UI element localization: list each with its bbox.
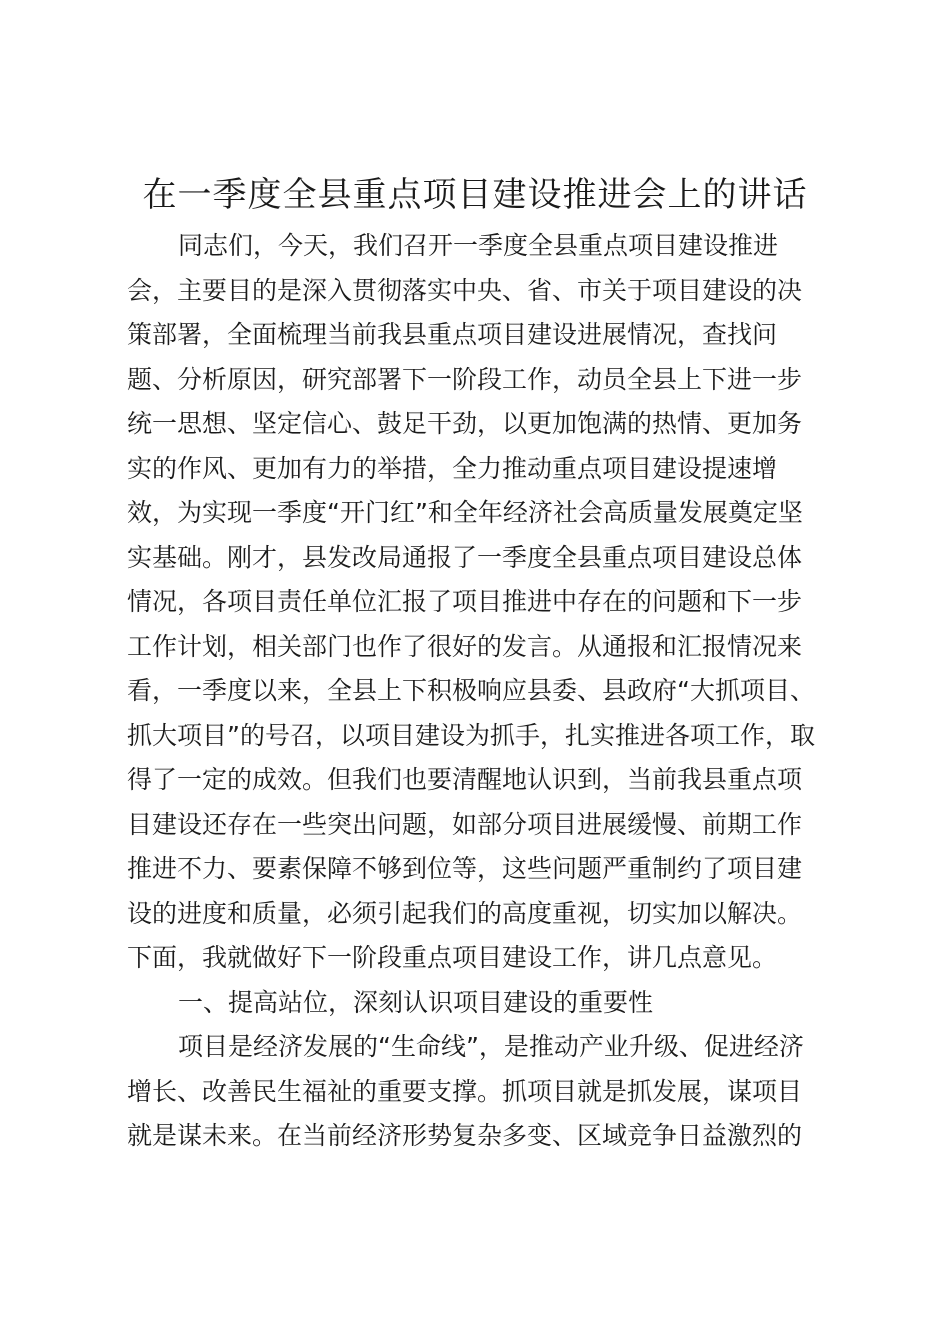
paragraph-line: 设的进度和质量，必须引起我们的高度重视，切实加以解决。	[127, 898, 803, 928]
document-body	[127, 224, 832, 1159]
section-heading: 一、提高站位，深刻认识项目建设的重要性	[178, 987, 654, 1017]
paragraph-line: 题、分析原因，研究部署下一阶段工作，动员全县上下进一步	[127, 364, 803, 394]
paragraph-line: 增长、改善民生福祉的重要支撑。抓项目就是抓发展，谋项目	[127, 1076, 803, 1106]
paragraph-line: 看，一季度以来，全县上下积极响应县委、县政府“大抓项目、	[127, 676, 815, 705]
paragraph-line: 统一思想、坚定信心、鼓足干劲，以更加饱满的热情、更加务	[127, 409, 803, 438]
document-title: 在一季度全县重点项目建设推进会上的讲话	[142, 175, 808, 215]
paragraph-line: 工作计划，相关部门也作了很好的发言。从通报和汇报情况来	[127, 631, 803, 661]
paragraph-line: 实的作风、更加有力的举措，全力推动重点项目建设提速增	[127, 453, 778, 483]
paragraph-line: 抓大项目”的号召，以项目建设为抓手，扎实推进各项工作，取	[127, 720, 815, 750]
paragraph-line: 策部署，全面梳理当前我县重点项目建设进展情况，查找问	[127, 320, 778, 349]
paragraph-line: 情况，各项目责任单位汇报了项目推进中存在的问题和下一步	[127, 587, 803, 616]
paragraph-line: 推进不力、要素保障不够到位等，这些问题严重制约了项目建	[127, 854, 803, 883]
paragraph-line: 同志们，今天，我们召开一季度全县重点项目建设推进	[178, 231, 779, 260]
paragraph-line: 就是谋未来。在当前经济形势复杂多变、区域竞争日益激烈的	[127, 1121, 803, 1150]
paragraph-line: 实基础。刚才，县发改局通报了一季度全县重点项目建设总体	[127, 542, 803, 572]
paragraph-line: 效，为实现一季度“开门红”和全年经济社会高质量发展奠定坚	[127, 498, 803, 527]
paragraph-line: 项目是经济发展的“生命线”，是推动产业升级、促进经济	[178, 1032, 804, 1061]
paragraph-line: 下面，我就做好下一阶段重点项目建设工作，讲几点意见。	[127, 943, 778, 972]
paragraph-line: 目建设还存在一些突出问题，如部分项目进展缓慢、前期工作	[127, 809, 803, 839]
paragraph-line: 会，主要目的是深入贯彻落实中央、省、市关于项目建设的决	[127, 275, 803, 305]
paragraph-line: 得了一定的成效。但我们也要清醒地认识到，当前我县重点项	[127, 765, 803, 794]
